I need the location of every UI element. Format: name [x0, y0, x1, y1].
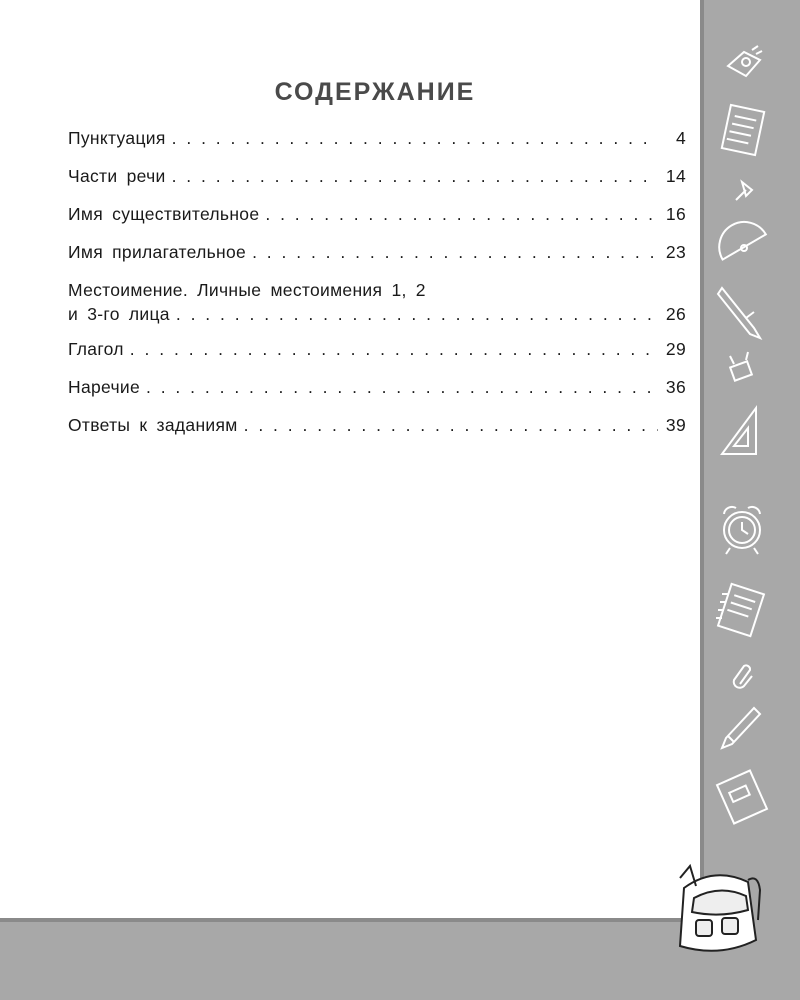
- table-of-contents: [68, 128, 686, 453]
- toc-leader-dots: [244, 415, 658, 436]
- backpack-icon: [664, 858, 768, 962]
- notepad-icon: [718, 100, 768, 158]
- pencil-icon: [716, 702, 762, 752]
- toc-entry[interactable]: [68, 204, 686, 242]
- toc-entry-page: 14: [665, 166, 686, 186]
- toc-entry-page: 39: [665, 415, 686, 435]
- fountain-pen-icon: [714, 282, 770, 344]
- toc-entry-label: Имя прилагательное: [68, 242, 247, 262]
- toc-entry[interactable]: [68, 242, 686, 280]
- toc-entry-page: 36: [665, 377, 686, 397]
- toc-leader-dots: [172, 166, 658, 187]
- toc-entry[interactable]: [68, 280, 686, 325]
- toc-entry[interactable]: [68, 166, 686, 204]
- exercise-book-icon: [712, 766, 772, 828]
- toc-leader-dots: [172, 128, 658, 149]
- toc-entry-page: 29: [665, 339, 686, 359]
- bottom-band-edge: [0, 918, 704, 922]
- toc-entry-label: Части речи: [68, 166, 166, 186]
- spiral-notebook-icon: [712, 580, 770, 642]
- toc-entry[interactable]: [68, 415, 686, 453]
- toc-leader-dots: [176, 304, 658, 325]
- toc-entry-label: Ответы к заданиям: [68, 415, 238, 435]
- toc-leader-dots: [252, 242, 658, 263]
- side-band-edge: [700, 0, 704, 918]
- toc-entry-label: Пунктуация: [68, 128, 166, 148]
- toc-entry-label: Глагол: [68, 339, 124, 359]
- toc-entry-label: Местоимение. Личные местоимения 1, 2: [68, 280, 426, 300]
- toc-entry-page: 16: [665, 204, 686, 224]
- toc-entry[interactable]: [68, 128, 686, 166]
- page-title: СОДЕРЖАНИЕ: [274, 78, 476, 106]
- toc-leader-dots: [146, 377, 658, 398]
- paper-clip-icon: [730, 660, 758, 690]
- toc-entry[interactable]: [68, 339, 686, 377]
- protractor-icon: [714, 212, 774, 264]
- toc-entry[interactable]: [68, 377, 686, 415]
- toc-entry-line2: [68, 304, 686, 325]
- toc-entry-page: 4: [675, 128, 686, 148]
- toc-leader-dots: [130, 339, 658, 360]
- toc-leader-dots: [265, 204, 658, 225]
- toc-entry-label: Наречие: [68, 377, 140, 397]
- push-pin-icon: [732, 176, 762, 204]
- toc-entry-label: Имя существительное: [68, 204, 260, 224]
- binder-clip-icon: [722, 350, 762, 386]
- toc-entry-label-continued: и 3-го лица: [68, 304, 170, 324]
- toc-entry-page: 23: [665, 242, 686, 262]
- pencil-sharpener-icon: [722, 42, 766, 82]
- alarm-clock-icon: [712, 498, 772, 558]
- set-square-icon: [716, 404, 766, 460]
- toc-entry-page: 26: [665, 304, 686, 324]
